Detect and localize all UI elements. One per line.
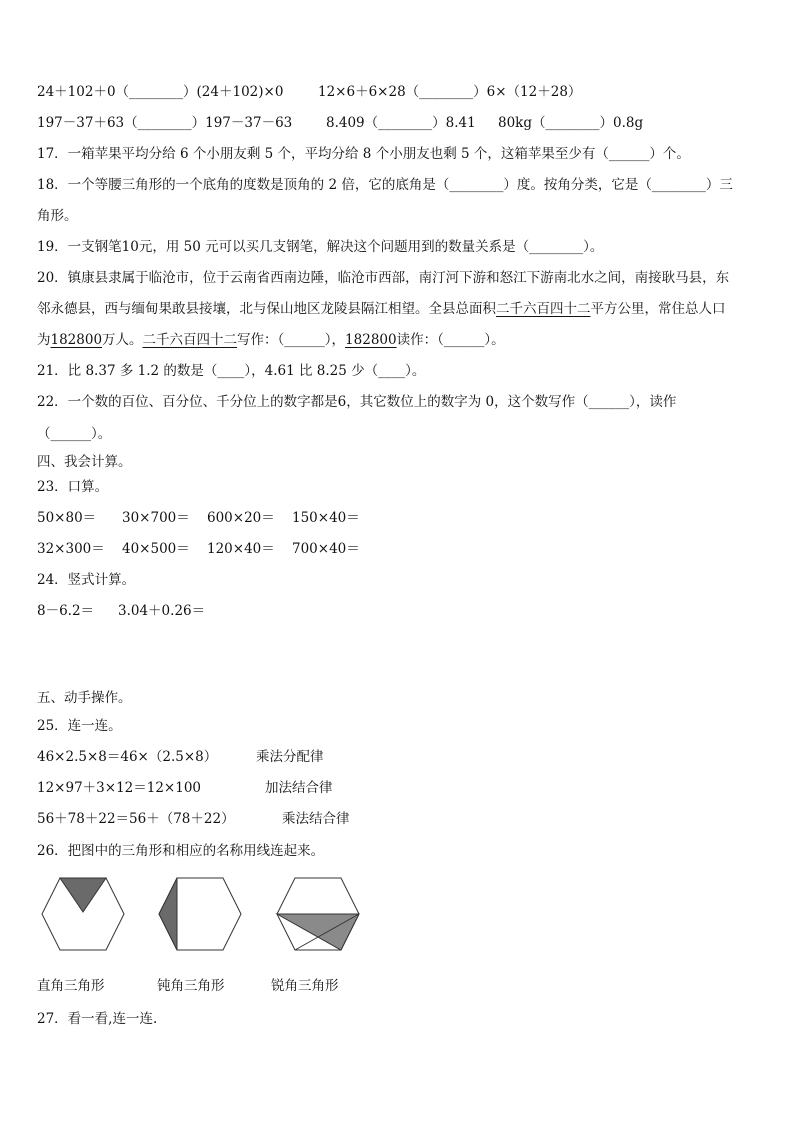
hexagon-figure-3 [273,874,363,954]
compare-row-2 [37,113,292,133]
law-name: 加法结合律 [265,780,333,796]
oral-calc-item: 700×40＝ [292,541,360,557]
underlined-area: 二千六百四十二 [496,301,591,317]
question-24-title: 24．竖式计算。 [37,572,136,588]
underlined-area-2: 二千六百四十二 [142,332,238,348]
question-27: 27．看一看,连一连. [37,1011,158,1027]
question-26-title: 26．把图中的三角形和相应的名称用线连起来。 [37,843,325,859]
oral-calc-item: 600×20＝ [207,510,275,526]
section-5-heading: 五、动手操作。 [37,690,132,706]
triangle-label: 直角三角形 [37,978,105,994]
triangle-label: 钝角三角形 [157,978,225,994]
text: 邻永德县，西与缅甸果敢县接壤，北与保山地区龙陵县隔江相望。全县总面积 [37,301,496,317]
text: 写作：（______）， [237,332,346,348]
underlined-population-2: 182800 [345,332,397,348]
question-20-line-2 [37,299,726,319]
oral-calc-item: 50×80＝ [37,510,97,526]
compare-item: 80kg（________）0.8g [498,115,644,131]
law-expression: 46×2.5×8＝46×（2.5×8） [37,749,218,765]
oral-calc-item: 150×40＝ [292,510,360,526]
compare-item: 24＋102＋0（________）(24＋102)×0 [37,84,284,100]
text: 平方公里，常住总人口 [590,301,726,317]
law-expression: 56＋78＋22＝56＋（78＋22） [37,811,235,827]
section-4-heading: 四、我会计算。 [37,454,132,470]
law-name: 乘法分配律 [256,749,324,765]
question-22-line-1: 22．一个数的百位、百分位、千分位上的数字都是6，其它数位上的数字为 0，这个数写作（______），读作 [37,394,677,410]
text: 万人。 [102,332,143,348]
vertical-calc-item: 3.04＋0.26＝ [118,603,206,619]
law-name: 乘法结合律 [282,811,350,827]
shaded-triangle [159,878,177,950]
law-expression: 12×97＋3×12＝12×100 [37,780,202,796]
compare-item: 12×6＋6×28（________）6×（12＋28） [318,84,582,100]
underlined-population: 182800 [50,332,103,348]
vertical-calc-item: 8－6.2＝ [37,603,95,619]
question-20-line-1: 20．镇康县隶属于临沧市，位于云南省西南边陲，临沧市西部，南汀河下游和怒江下游南北水之间，南接耿马县，东 [37,270,730,286]
text: 读作：（______）。 [396,332,505,348]
oral-calc-item: 120×40＝ [207,541,275,557]
compare-row-1 [37,82,283,102]
question-25-title: 25．连一连。 [37,718,122,734]
text: 为 [37,332,51,348]
question-20-line-3 [37,330,505,350]
question-17: 17．一箱苹果平均分给 6 个小朋友剩 5 个，平均分给 8 个小朋友也剩 5 个，这箱苹果至少有（______）个。 [37,146,690,162]
hexagon-figure-1 [38,874,128,954]
question-18-line-1: 18．一个等腰三角形的一个底角的度数是顶角的 2 倍，它的底角是（________）度。按角分类，它是（________）三 [37,177,733,193]
question-23-title: 23．口算。 [37,479,109,495]
oral-calc-item: 32×300＝ [37,541,105,557]
oral-calc-item: 30×700＝ [122,510,190,526]
question-19: 19．一支钢笔10元，用 50 元可以买几支钢笔，解决这个问题用到的数量关系是（________）。 [37,239,604,255]
question-18-line-2: 角形。 [37,208,78,224]
compare-item: 8.409（________）8.41 [326,115,476,131]
triangle-label: 锐角三角形 [271,978,339,994]
question-22-line-2: （______）。 [37,426,112,442]
hexagon-figure-2 [155,874,245,954]
oral-calc-item: 40×500＝ [122,541,190,557]
question-21: 21．比 8.37 多 1.2 的数是（____），4.61 比 8.25 少（____）。 [37,363,426,379]
compare-item: 197－37＋63（________）197－37－63 [37,115,293,131]
